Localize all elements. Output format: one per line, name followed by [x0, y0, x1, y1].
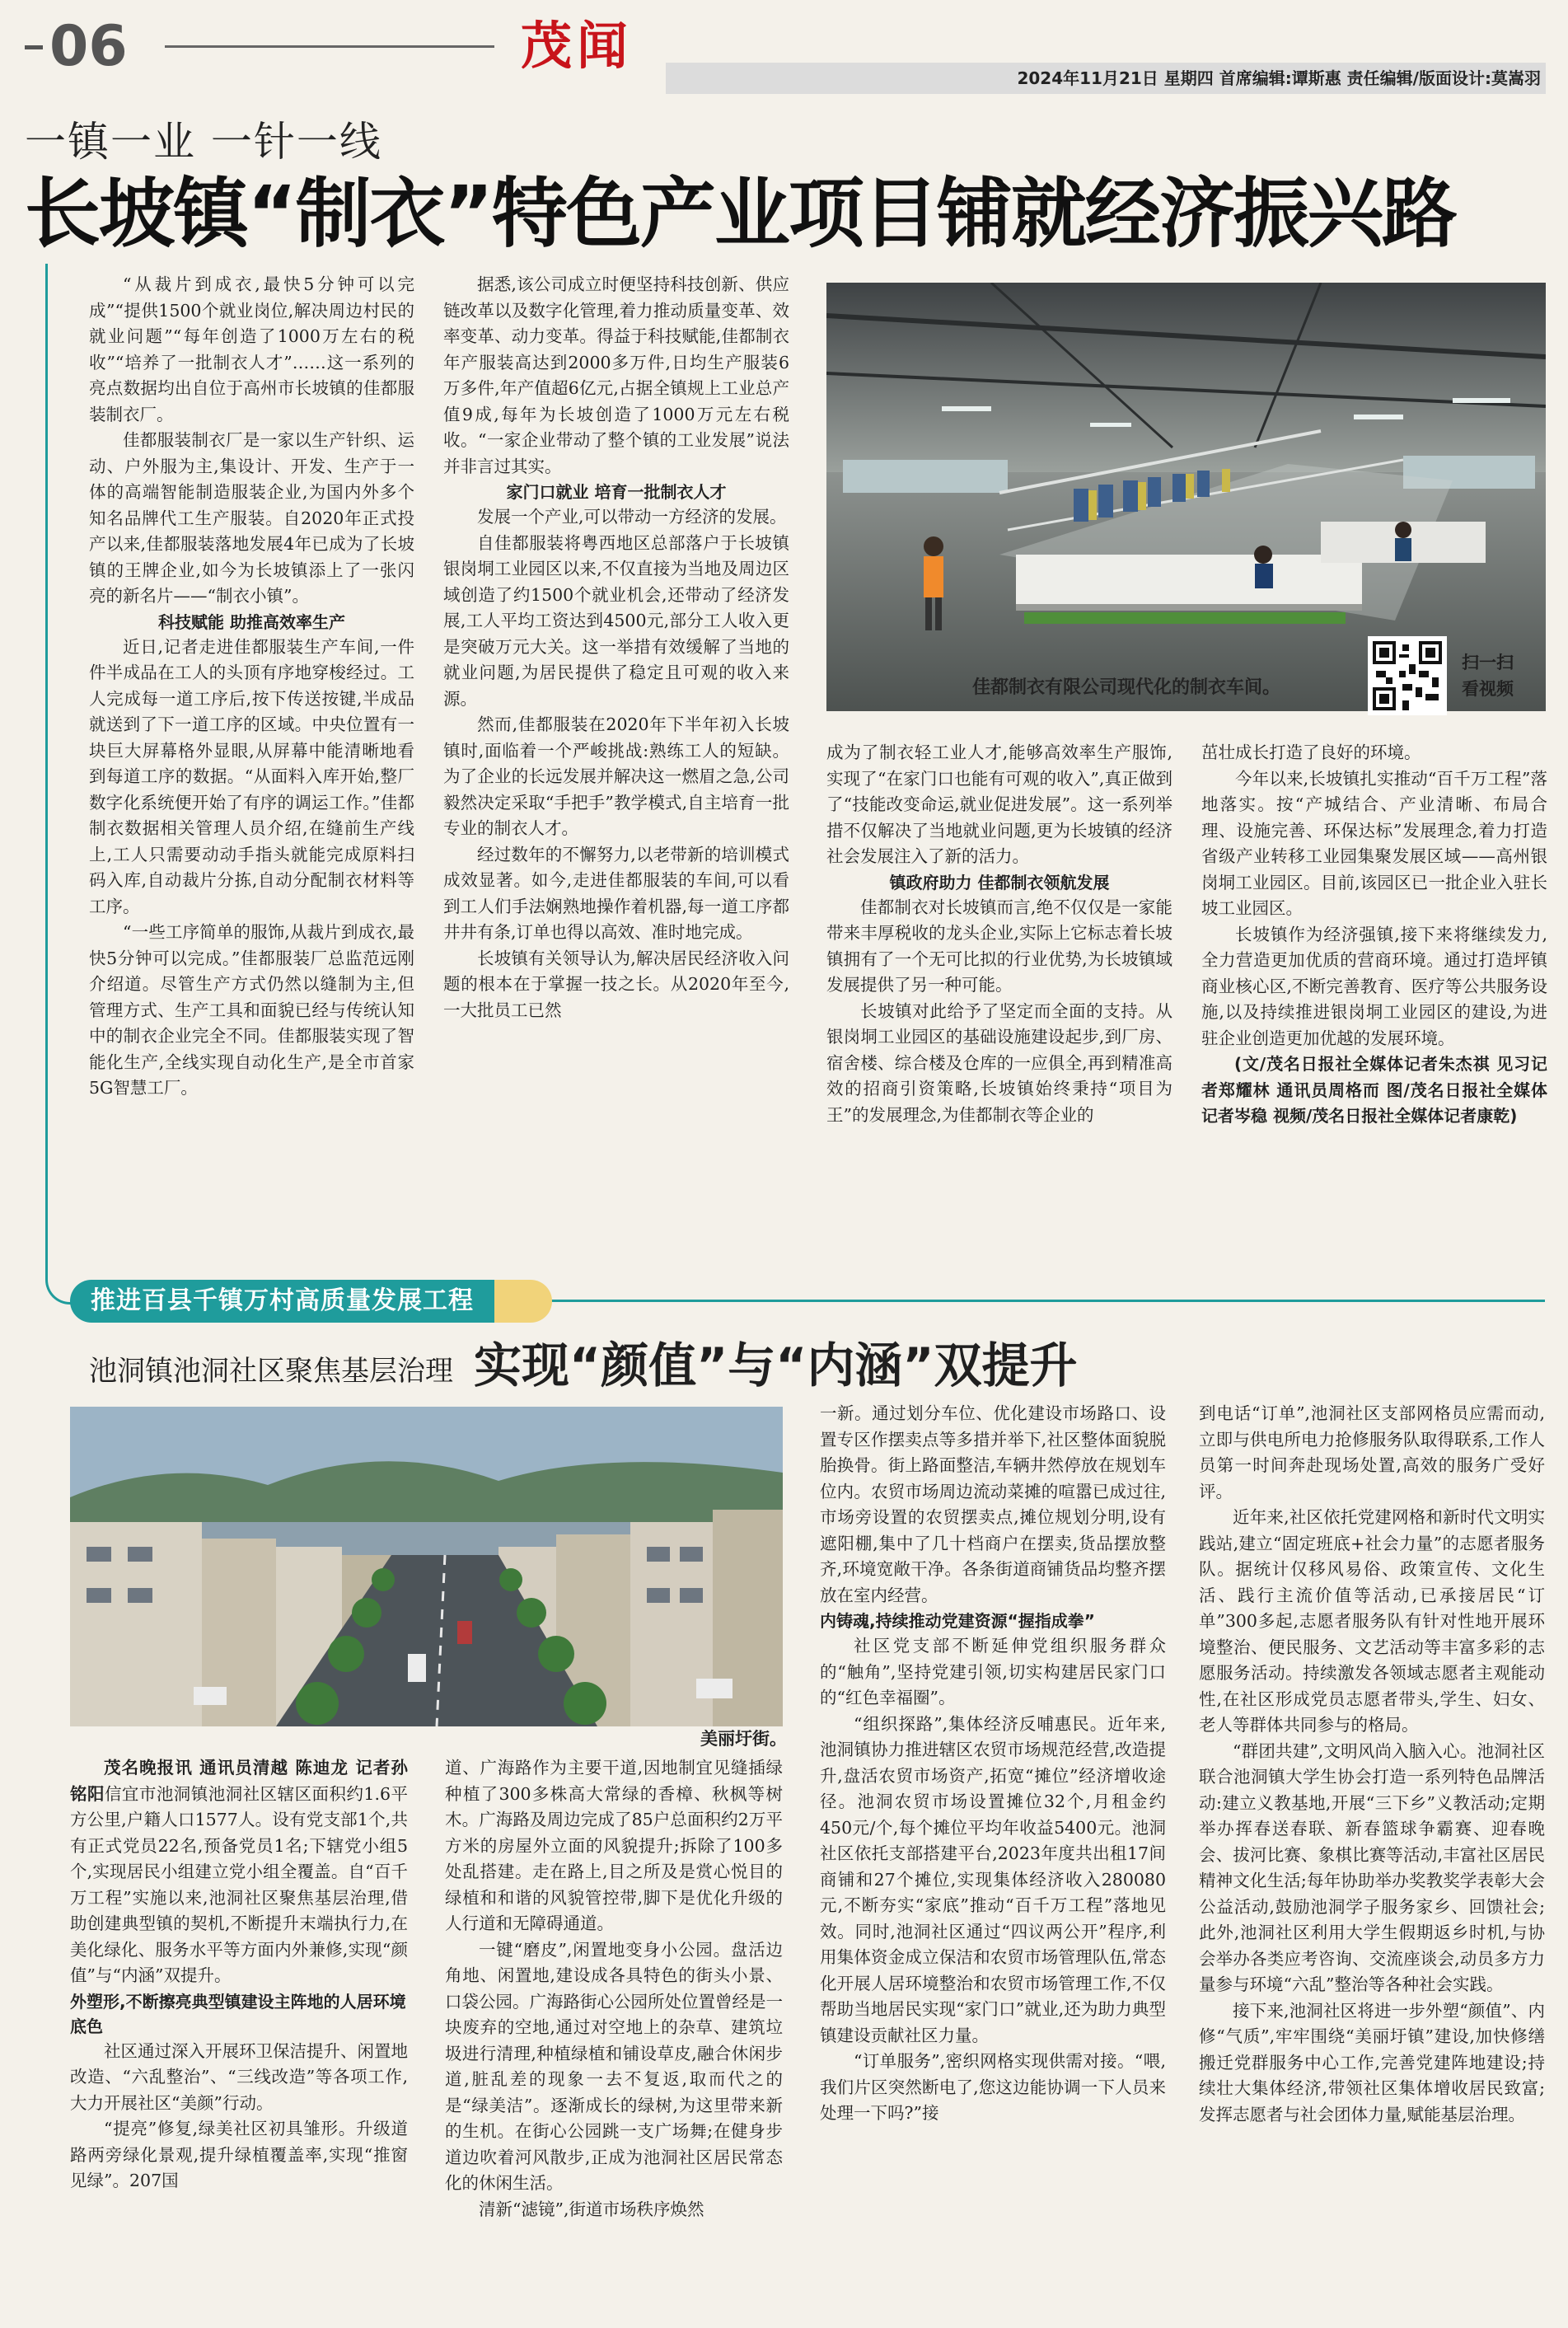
- article2-column-3: [820, 1401, 1166, 2324]
- paragraph: “订单服务”,密织网格实现供需对接。“喂,我们片区突然断电了,您这边能协调一下人员来处理一下吗?”接: [820, 2051, 1166, 2123]
- paragraph: 茁壮成长打造了良好的环境。: [1201, 742, 1421, 762]
- paragraph: [70, 1755, 408, 1989]
- subheading: 家门口就业 培育一批制衣人才: [506, 482, 727, 502]
- paragraph: 近年来,社区依托党建网格和新时代文明实践站,建立“固定班底+社会力量”的志愿者服务队。据统计仅移风易俗、政策宣传、文化生活、践行主流价值等活动,已承接居民“订单”300多起,志愿者服务队有针对性地开展环境整治、便民服务、文艺活动等丰富多彩的志愿服务活动。持续激发各领域志愿者主观能动性,在社区形成党员志愿者带头,学生、妇女、老人等群体共同参与的格局。: [1199, 1507, 1545, 1735]
- article1-column-2: [443, 272, 789, 1261]
- qr-label-2: 看视频: [1462, 679, 1514, 699]
- paragraph: 今年以来,长坡镇扎实推动“百千万工程”落地落实。按“产城结合、产业清晰、布局合理、设施完善、环保达标”发展理念,着力打造省级产业转移工业园集聚发展区域——高州银岗垌工业园区。目前,该园区已一批企业入驻长坡工业园区。: [1201, 768, 1547, 918]
- paragraph: “从裁片到成衣,最快5分钟可以完成”“提供1500个就业岗位,解决周边村民的就业问题”“每年创造了1000万左右的税收”“培养了一批制衣人才”……这一系列的亮点数据均出自位于高州市长坡镇的佳都服装制衣厂。: [89, 274, 414, 424]
- paragraph: 成为了制衣轻工业人才,能够高效率生产服饰,实现了“在家门口也能有可观的收入”,真正做到了“技能改变命运,就业促进发展”。这一系列举措不仅解决了当地就业问题,更为长坡镇的经济社会发展注入了新的活力。: [826, 742, 1172, 866]
- paragraph: 道、广海路作为主要干道,因地制宜见缝插绿种植了300多株高大常绿的香樟、秋枫等树木。广海路及周边完成了85户总面积约2万平方米的房屋外立面的风貌提升;拆除了100多处乱搭建。走在路上,目之所及是赏心悦目的绿植和和谐的风貌管控带,脚下是优化升级的人行道和无障碍通道。: [445, 1758, 783, 1933]
- street-photo-caption: 美丽圩街。: [700, 1728, 787, 1749]
- paragraph: “群团共建”,文明风尚入脑入心。池洞社区联合池洞镇大学生协会打造一系列特色品牌活动:建立义教基地,开展“三下乡”义教活动;定期举办挥春送春联、新春篮球争霸赛、迎春晚会、拔河比赛、象棋比赛等活动,丰富社区居民精神文化生活;每年协助举办奖教奖学表彰大会公益活动,鼓励池洞学子服务家乡、回馈社会;此外,池洞社区利用大学生假期返乡时机,与协会举办各类应考咨询、交流座谈会,动员多方力量参与环境“六乱”整治等各种社会实践。: [1199, 1740, 1545, 1994]
- subheading: 外塑形,不断擦亮典型镇建设主阵地的人居环境底色: [70, 1991, 406, 2036]
- paragraph: 社区党支部不断延伸党组织服务群众的“触角”,坚持党建引领,切实构建居民家门口的“红色幸福圈”。: [820, 1636, 1166, 1707]
- paragraph-text: 信宜市池洞镇池洞社区辖区面积约1.6平方公里,户籍人口1577人。设有党支部1个,共有正式党员22名,预备党员1名;下辖党小组5个,实现居民小组建立党小组全覆盖。自“百千万工程”实施以来,池洞社区聚焦基层治理,借助创建典型镇的契机,不断提升末端执行力,在美化绿化、服务水平等方面内外兼修,实现“颜值”与“内涵”双提升。: [70, 1783, 408, 1985]
- article1-accent-line: [45, 264, 48, 1277]
- paragraph: 佳都制衣对长坡镇而言,绝不仅仅是一家能带来丰厚税收的龙头企业,实际上它标志着长坡镇拥有了一个无可比拟的行业优势,为长坡镇域发展提供了另一种可能。: [826, 897, 1172, 995]
- paragraph: 自佳都服装将粤西地区总部落户于长坡镇银岗垌工业园区以来,不仅直接为当地及周边区域创造了约1500个就业机会,还带动了经济发展,工人平均工资达到4500元,部分工人收入更是突破万元大关。这一举措有效缓解了当地的就业问题,为居民提供了稳定且可观的收入来源。: [443, 532, 789, 709]
- paragraph: “组织探路”,集体经济反哺惠民。近年来,池洞镇协力推进辖区农贸市场规范经营,改造提升,盘活农贸市场资产,拓宽“摊位”经济增收途径。池洞农贸市场设置摊位32个,月租金约450元/个,每个摊位平均年收益5400元。池洞社区依托支部搭建平台,2023年度共出租17间商铺和27个摊位,实现集体经济收入280080元,不断夯实“家底”推动“百千万工程”落地见效。同时,池洞社区通过“四议两公开”程序,利用集体资金成立保洁和农贸市场管理队伍,常态化开展人居环境整治和农贸市场管理工作,不仅帮助当地居民实现“家门口”就业,还为助力典型镇建设贡献社区力量。: [820, 1713, 1166, 2045]
- factory-photo-caption: 佳都制衣有限公司现代化的制衣车间。: [972, 677, 1281, 698]
- paragraph: 接下来,池洞社区将进一步外塑“颜值”、内修“气质”,牢牢围绕“美丽圩镇”建设,加快修缮搬迁党群服务中心工作,完善党建阵地建设;持续壮大集体经济,带领社区集体增收居民致富;发挥志愿者与社会团体力量,赋能基层治理。: [1199, 2000, 1545, 2124]
- article2-column-4: [1199, 1401, 1545, 2324]
- article1-column-3: [826, 740, 1172, 1243]
- page-number-dash: [25, 45, 43, 49]
- paragraph: 长坡镇有关领导认为,解决居民经济收入问题的根本在于掌握一技之长。从2020年至今,一大批员工已然: [443, 948, 789, 1020]
- masthead: [0, 0, 1568, 95]
- paragraph: 佳都服装制衣厂是一家以生产针织、运动、户外服为主,集设计、开发、生产于一体的高端智能制造服装企业,为国内外多个知名品牌代工生产服装。自2020年正式投产以来,佳都服装落地发展4年已成为了长坡镇的王牌企业,如今为长坡镇添上了一张闪亮的新名片——“制衣小镇”。: [89, 430, 414, 606]
- byline: (文/茂名日报社全媒体记者朱杰祺 见习记者郑耀林 通讯员周格而 图/茂名日报社全媒体记者岑稳 视频/茂名日报社全媒体记者康乾): [1201, 1054, 1547, 1126]
- paragraph: 一键“磨皮”,闲置地变身小公园。盘活边角地、闲置地,建设成各具特色的街头小景、口袋公园。广海路街心公园所处位置曾经是一块废弃的空地,通过对空地上的杂草、建筑垃圾进行清理,种植绿植和铺设草皮,融合休闲步道,脏乱差的现象一去不复返,取而代之的是“绿美洁”。逐渐成长的绿树,为这里带来新的生机。在街心公园跳一支广场舞;在健身步道边吹着河风散步,正成为池洞社区居民常态化的休闲生活。: [445, 1939, 783, 2193]
- subheading: 科技赋能 助推高效率生产: [158, 611, 345, 632]
- masthead-info: 2024年11月21日 星期四 首席编辑:谭斯惠 责任编辑/版面设计:莫嵩羽: [1017, 68, 1541, 88]
- article1-column-1: [89, 272, 414, 1244]
- article1-headline: 长坡镇“制衣”特色产业项目铺就经济振兴路: [25, 170, 1456, 258]
- paragraph: 清新“滤镜”,街道市场秩序焕然: [479, 2199, 704, 2219]
- article2-kicker: 池洞镇池洞社区聚焦基层治理: [89, 1355, 453, 1388]
- paragraph: 发展一个产业,可以带动一方经济的发展。: [477, 507, 787, 527]
- street-illustration: [70, 1407, 783, 1726]
- article2-column-2: [445, 1755, 783, 2324]
- article2-column-1: [70, 1755, 408, 2324]
- paragraph: 一新。通过划分车位、优化建设市场路口、设置专区作摆卖点等多措并举下,社区整体面貌脱胎换骨。街上路面整洁,车辆井然停放在规划车位内。农贸市场周边流动菜摊的喧嚣已成过往,市场旁设置的农贸摆卖点,摊位规划分明,设有遮阳棚,集中了几十档商户在摆卖,货品摆放整齐,环境宽敞干净。各条街道商铺货品均整齐摆放在室内经营。: [820, 1403, 1166, 1605]
- masthead-rule-left: [165, 45, 494, 48]
- street-photo: [70, 1407, 783, 1726]
- article1-kicker: 一镇一业 一针一线: [25, 118, 382, 166]
- banner-accent: [494, 1280, 552, 1323]
- paragraph: 然而,佳都服装在2020年下半年初入长坡镇时,面临着一个严峻挑战:熟练工人的短缺。为了企业的长远发展并解决这一燃眉之急,公司毅然决定采取“手把手”教学模式,自主培育一批专业的制衣人才。: [443, 714, 789, 838]
- paragraph: 据悉,该公司成立时便坚持科技创新、供应链改革以及数字化管理,着力推动质量变革、效率变革、动力变革。得益于科技赋能,佳都制衣年产服装高达到2000多万件,日均生产服装6万多件,年产值超6亿元,占据全镇规上工业总产值9成,每年为长坡创造了1000万元左右税收。“一家企业带动了整个镇的工业发展”说法并非言过其实。: [443, 274, 789, 476]
- banner-label: 推进百县千镇万村高质量发展工程: [91, 1286, 474, 1315]
- paragraph: “一些工序简单的服饰,从裁片到成衣,最快5分钟可以完成。”佳都服装厂总监范远刚介绍道。尽管生产方式仍然以缝制为主,但管理方式、生产工具和面貌已经与传统认知中的制衣企业完全不同。佳都服装实现了智能化生产,全线实现自动化生产,是全市首家5G智慧工厂。: [89, 922, 414, 1098]
- qr-code-icon: [1369, 638, 1445, 714]
- subheading: 镇政府助力 佳都制衣领航发展: [889, 872, 1110, 892]
- subheading: 内铸魂,持续推动党建资源“握指成拳”: [820, 1611, 1095, 1631]
- paragraph: 到电话“订单”,池洞社区支部网格员应需而动,立即与供电所电力抢修服务队取得联系,工作人员第一时间奔赴现场处置,高效的服务广受好评。: [1199, 1403, 1545, 1501]
- paragraph: “提亮”修复,绿美社区初具雏形。升级道路两旁绿化景观,提升绿植覆盖率,实现“推窗见绿”。207国: [70, 2119, 408, 2190]
- dateline: 茂名晚报讯 通讯员清越 陈迪龙 记者孙铭阳: [70, 1758, 408, 1804]
- paragraph: 经过数年的不懈努力,以老带新的培训模式成效显著。如今,走进佳都服装的车间,可以看到工人们手法娴熟地操作着机器,每一道工序都井井有条,订单也得以高效、准时地完成。: [443, 844, 789, 942]
- page-number: 06: [49, 14, 128, 79]
- paragraph: 社区通过深入开展环卫保洁提升、闲置地改造、“六乱整治”、“三线改造”等各项工作,大力开展社区“美颜”行动。: [70, 2040, 408, 2113]
- qr-code[interactable]: [1368, 636, 1447, 715]
- qr-label-1: 扫一扫: [1462, 653, 1514, 672]
- article2-headline: 实现“颜值”与“内涵”双提升: [474, 1337, 1078, 1394]
- paragraph: 长坡镇对此给予了坚定而全面的支持。从银岗垌工业园区的基础设施建设起步,到厂房、宿舍楼、综合楼及仓库的一应俱全,再到精准高效的招商引资策略,长坡镇始终秉持“项目为王”的发展理念,为佳都制衣等企业的: [826, 1000, 1172, 1125]
- section-title: 茂闻: [521, 16, 634, 76]
- article1-column-4: [1201, 740, 1547, 1267]
- paragraph: 长坡镇作为经济强镇,接下来将继续发力,全力营造更加优质的营商环境。通过打造坪镇商业核心区,不断完善教育、医疗等公共服务设施,以及持续推进银岗垌工业园区的建设,为进驻企业创造更加优越的发展环境。: [1201, 924, 1547, 1048]
- paragraph: 近日,记者走进佳都服装生产车间,一件件半成品在工人的头顶有序地穿梭经过。工人完成每一道工序后,按下传送按键,半成品就送到了下一道工序的区域。中央位置有一块巨大屏幕格外显眼,从屏幕中能清晰地看到每道工序的数据。“从面料入库开始,整厂数字化系统便开始了有序的调运工作。”佳都制衣数据相关管理人员介绍,在缝前生产线上,工人只需要动动手指头就能完成原料扫码入库,自动裁片分拣,自动分配制衣材料等工序。: [89, 636, 414, 916]
